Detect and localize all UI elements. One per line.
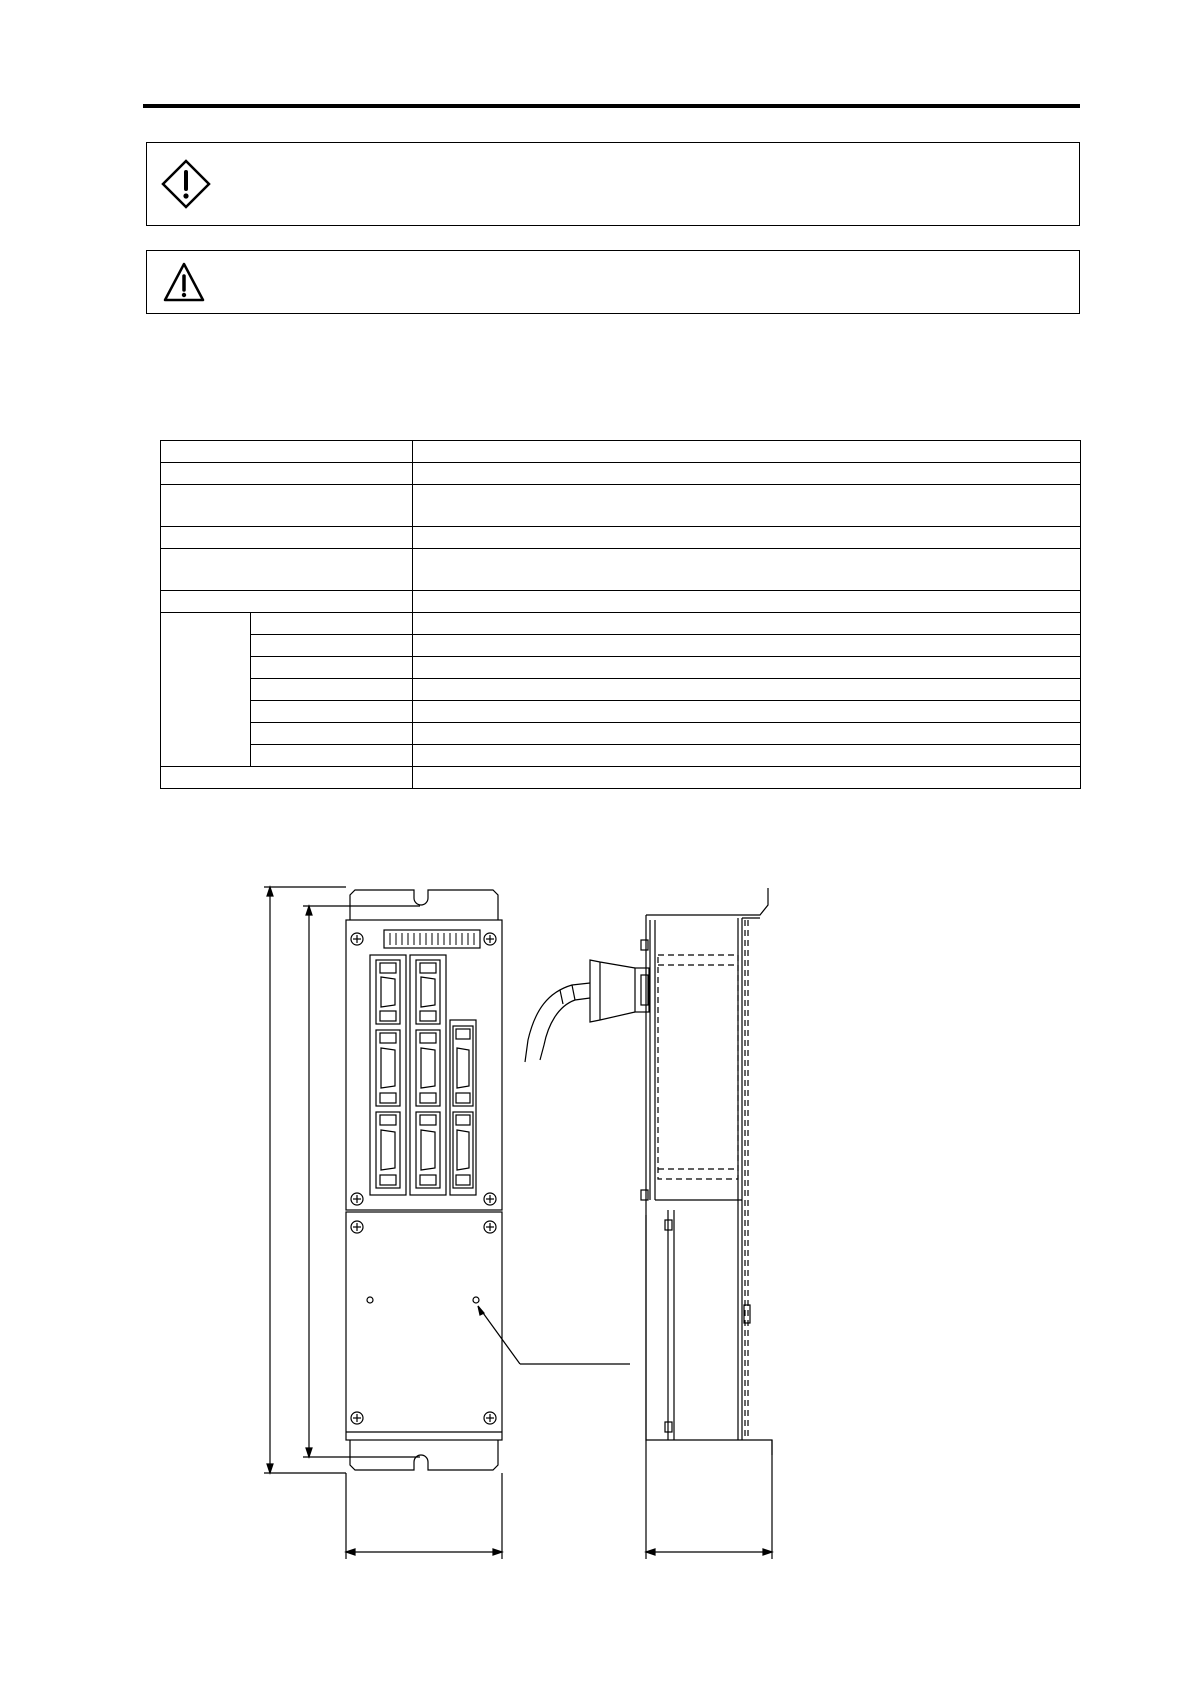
screw — [484, 933, 496, 945]
connector — [376, 960, 400, 1024]
connector — [416, 1112, 440, 1188]
connector — [416, 960, 440, 1024]
connector — [453, 1026, 473, 1106]
screw — [351, 1193, 363, 1205]
connector-column — [410, 955, 446, 1195]
width-dimension-front — [346, 1473, 502, 1559]
height-dimension-outer — [264, 887, 346, 1473]
led-indicator — [473, 1297, 479, 1303]
screw — [351, 933, 363, 945]
side-view — [525, 888, 772, 1455]
screw — [351, 1412, 363, 1424]
connector — [416, 1030, 440, 1106]
connector — [376, 1030, 400, 1106]
height-dimension-inner — [303, 906, 420, 1457]
leader-line — [478, 1306, 630, 1364]
connector — [376, 1112, 400, 1188]
connector-column — [370, 955, 406, 1195]
led-indicator — [367, 1297, 373, 1303]
front-view — [346, 890, 502, 1470]
screw — [484, 1412, 496, 1424]
screw — [351, 1221, 363, 1233]
screw — [484, 1221, 496, 1233]
connector — [453, 1112, 473, 1188]
width-dimension-side — [646, 1215, 772, 1559]
screw — [484, 1193, 496, 1205]
